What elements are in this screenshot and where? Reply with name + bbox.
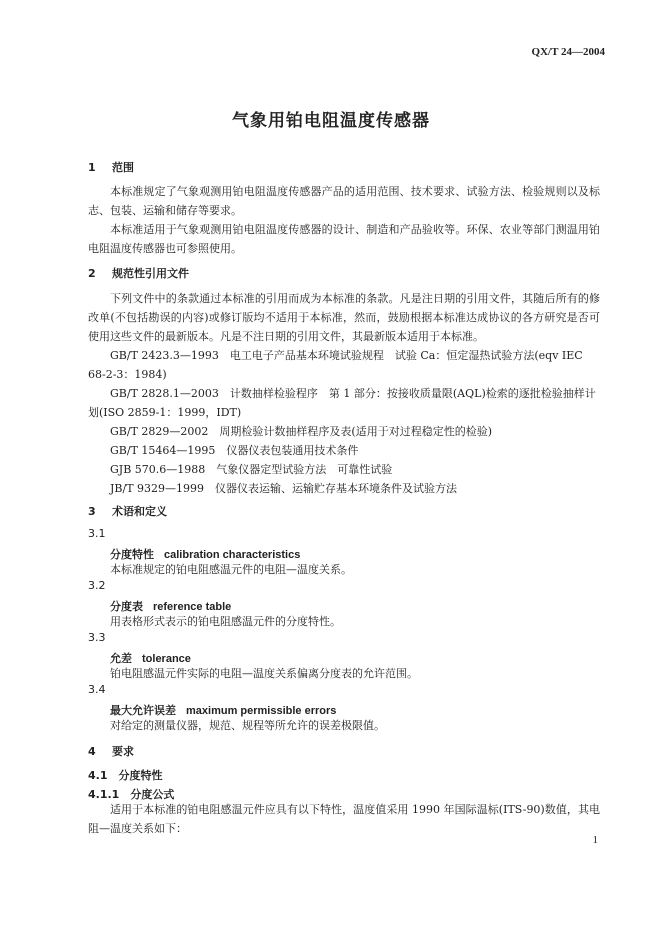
section-title: 范围 (112, 161, 134, 174)
clause-number: 3.3 (88, 631, 106, 644)
section-1-heading (88, 159, 134, 175)
paragraph: 本标准规定了气象观测用铂电阻温度传感器产品的适用范围、技术要求、试验方法、检验规则以及标志、包装、运输和储存等要求。 (88, 185, 600, 217)
clause-number: 3.2 (88, 579, 106, 592)
clause-4-1-1-heading: 4.1.1 分度公式 (88, 788, 175, 801)
reference-item: GJB 570.6—1988 气象仪器定型试验方法 可靠性试验 (110, 463, 393, 476)
section-number: 1 (88, 161, 96, 174)
term-definition: 用表格形式表示的铂电阻感温元件的分度特性。 (110, 615, 341, 628)
reference-item: GB/T 15464—1995 仪器仪表包装通用技术条件 (110, 444, 359, 457)
term-en: maximum permissible errors (186, 705, 337, 717)
term-zh: 最大允许误差 (110, 704, 176, 717)
term-en: tolerance (142, 653, 191, 665)
term-zh: 分度特性 (110, 548, 154, 561)
reference-item: JB/T 9329—1999 仪器仪表运输、运输贮存基本环境条件及试验方法 (110, 482, 458, 495)
clause-4-1-heading: 4.1 分度特性 (88, 769, 163, 782)
section-3-heading (88, 503, 167, 519)
standard-code: QX/T 24—2004 (531, 46, 605, 58)
term-en: reference table (153, 601, 232, 613)
clause-number: 3.4 (88, 683, 106, 696)
reference-item: GB/T 2423.3—1993 电工电子产品基本环境试验规程 试验 Ca：恒定湿热试验方法(eqv IEC 68-2-3：1984) (88, 349, 583, 381)
section-2-heading (88, 265, 189, 281)
section-4-heading (88, 743, 134, 759)
reference-item: GB/T 2828.1—2003 计数抽样检验程序 第 1 部分：按接收质量限(AQL)检索的逐批检验抽样计划(ISO 2859-1：1999，IDT) (88, 387, 596, 419)
section-title: 要求 (112, 745, 134, 758)
paragraph: 本标准适用于气象观测用铂电阻温度传感器的设计、制造和产品验收等。环保、农业等部门测温用铂电阻温度传感器也可参照使用。 (88, 223, 600, 255)
section-number: 3 (88, 505, 96, 518)
reference-item: GB/T 2829—2002 周期检验计数抽样程序及表(适用于对过程稳定性的检验) (110, 425, 492, 438)
section-title: 规范性引用文件 (112, 267, 189, 280)
paragraph: 适用于本标准的铂电阻感温元件应具有以下特性，温度值采用 1990 年国际温标(ITS-90)数值，其电阻—温度关系如下： (88, 803, 600, 835)
term-definition: 铂电阻感温元件实际的电阻—温度关系偏离分度表的允许范围。 (110, 667, 418, 680)
term-definition: 对给定的测量仪器，规范、规程等所允许的误差极限值。 (110, 719, 385, 732)
page-title: 气象用铂电阻温度传感器 (232, 111, 430, 131)
page-number: 1 (592, 834, 598, 846)
section-number: 2 (88, 267, 96, 280)
section-number: 4 (88, 745, 96, 758)
term-zh: 允差 (110, 652, 132, 665)
term-en: calibration characteristics (164, 549, 301, 561)
clause-number: 3.1 (88, 527, 106, 540)
paragraph: 下列文件中的条款通过本标准的引用而成为本标准的条款。凡是注日期的引用文件，其随后所有的修改单(不包括勘误的内容)或修订版均不适用于本标准，然而，鼓励根据本标准达成协议的各方研究是否可使用这些文件的最新版本。凡是不注日期的引用文件，其最新版本适用于本标准。 (88, 292, 600, 343)
term-zh: 分度表 (110, 600, 143, 613)
section-title: 术语和定义 (112, 505, 167, 518)
term-definition: 本标准规定的铂电阻感温元件的电阻—温度关系。 (110, 563, 352, 576)
